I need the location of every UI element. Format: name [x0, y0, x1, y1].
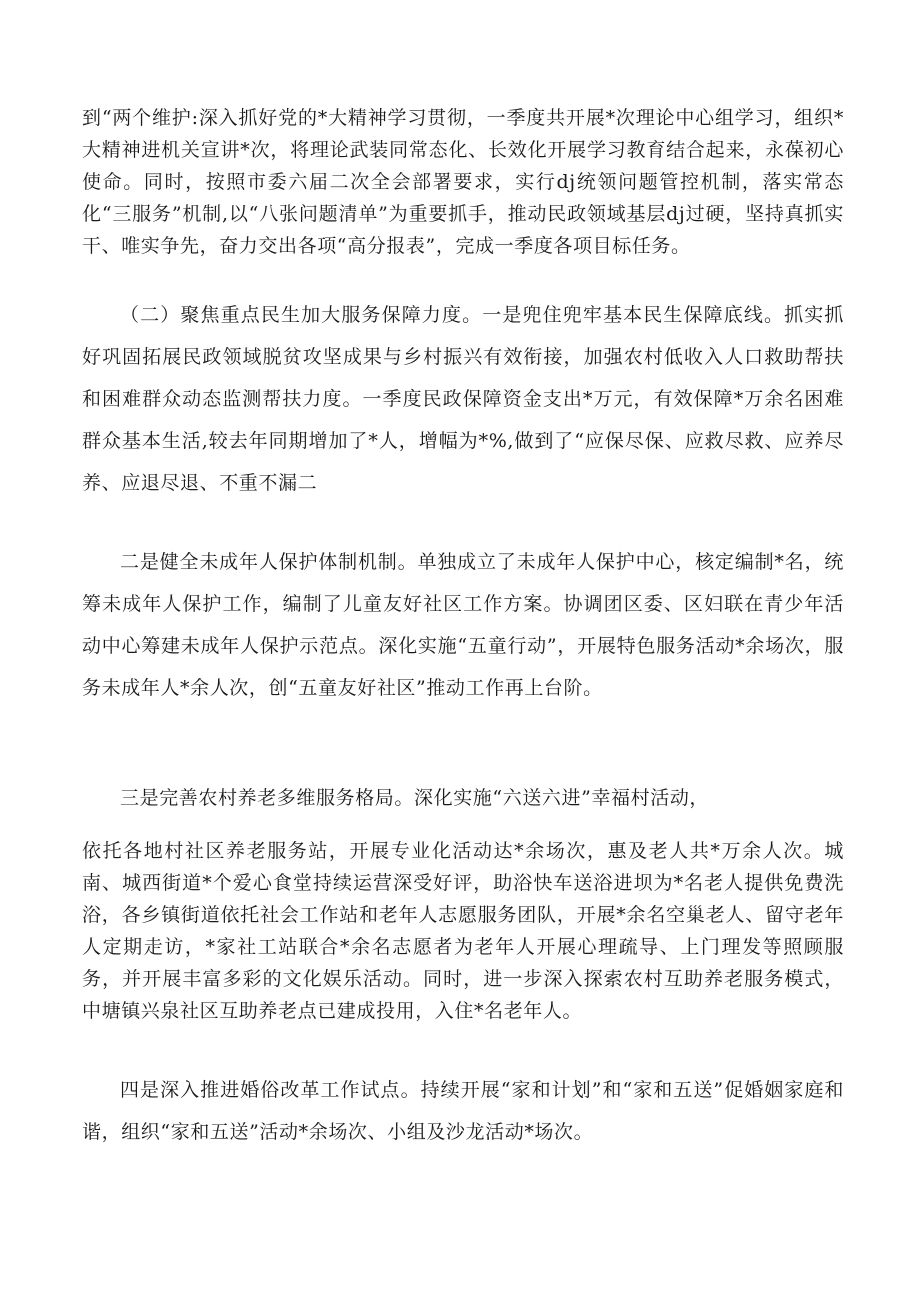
paragraph-marriage-reform: 四是深入推进婚俗改革工作试点。持续开展“家和计划”和“家和五送”促婚姻家庭和谐，组织“家和五送”活动*余场次、小组及沙龙活动*场次。	[82, 1079, 844, 1143]
paragraph-elderly-care-body: 依托各地村社区养老服务站，开展专业化活动达*余场次，惠及老人共*万余人次。城南、城西街道*个爱心食堂持续运营深受好评，助浴快车送浴进坝为*名老人提供免费洗浴，各乡镇街道依托社会工作站和老年人志愿服务团队，开展*余名空巢老人、留守老年人定期走访，*家社工站联合*余名志愿者为老年人开展心理疏导、上门理发等照顾服务，并开展丰富多彩的文化娱乐活动。同时，进一步深入探索农村互助养老服务模式，中塘镇兴泉社区互助养老点已建成投用，入住*名老年人。	[82, 840, 844, 1022]
paragraph-elderly-care-heading: 三是完善农村养老多维服务格局。深化实施“六送六进”幸福村活动，	[120, 787, 710, 809]
paragraph-minor-protection: 二是健全未成年人保护体制机制。单独成立了未成年人保护中心，核定编制*名，统筹未成年人保护工作，编制了儿童友好社区工作方案。协调团区委、区妇联在青少年活动中心筹建未成年人保护示范点。深化实施“五童行动”，开展特色服务活动*余场次，服务未成年人*余人次，创“五童友好社区”推动工作再上台阶。	[82, 551, 844, 699]
paragraph-two-safeguards: 到“两个维护:深入抓好党的*大精神学习贯彻，一季度共开展*次理论中心组学习，组织*大精神进机关宣讲*次，将理论武装同常态化、长效化开展学习教育结合起来，永葆初心使命。同时，按照市委六届二次全会部署要求，实行dj统领问题管控机制，落实常态化“三服务”机制,以“八张问题清单”为重要抓手，推动民政领域基层dj过硬，坚持真抓实干、唯实争先，奋力交出各项“高分报表”，完成一季度各项目标任务。	[82, 107, 844, 257]
paragraph-livelihood-security: （二）聚焦重点民生加大服务保障力度。一是兜住兜牢基本民生保障底线。抓实抓好巩固拓展民政领域脱贫攻坚成果与乡村振兴有效衔接，加强农村低收入人口救助帮扶和困难群众动态监测帮扶力度。一季度民政保障资金支出*万元，有效保障*万余名困难群众基本生活,较去年同期增加了*人，增幅为*%,做到了“应保尽保、应救尽救、应养尽养、应退尽退、不重不漏二	[82, 304, 844, 494]
